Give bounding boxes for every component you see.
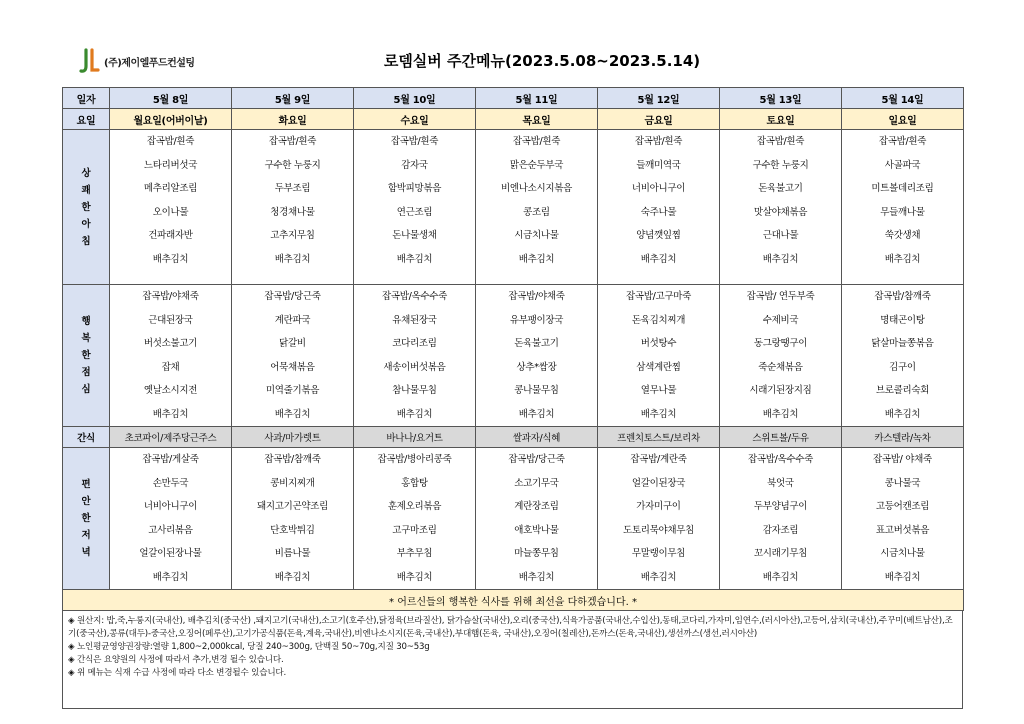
- menu-item: 죽순채볶음: [758, 361, 803, 373]
- menu-item: 도토리묵야채무침: [622, 524, 695, 536]
- menu-item: 잡곡밥/흰죽: [146, 136, 195, 147]
- day-header: 수요일: [354, 109, 476, 130]
- menu-item: 고사리볶음: [148, 524, 193, 536]
- menu-item: 돈육불고기: [514, 338, 559, 349]
- menu-item: 잡곡밥/옥수수죽: [381, 291, 448, 302]
- menu-item: 함박피망볶음: [387, 183, 442, 194]
- menu-item: 닭살마늘쫑볶음: [871, 338, 934, 349]
- menu-item: 명태곤이탕: [880, 314, 925, 326]
- menu-item: 배추김치: [396, 408, 433, 420]
- menu-item: 콩나물무침: [514, 385, 559, 396]
- menu-item: 홍합탕: [401, 477, 428, 489]
- meal-label-char: 행: [81, 316, 91, 327]
- menu-item: 계란장조림: [514, 501, 559, 512]
- date-header: 5월 11일: [476, 88, 598, 109]
- menu-item: 참나물무침: [392, 385, 437, 396]
- menu-item: 두부양념구이: [753, 501, 808, 512]
- menu-item: 배추김치: [396, 571, 433, 583]
- menu-item: 너비아니구이: [631, 183, 686, 194]
- day-header: 목요일: [476, 109, 598, 130]
- menu-item: 꼬시래기무침: [753, 548, 808, 559]
- day-header: 토요일: [720, 109, 842, 130]
- lunch-day-cell: [720, 285, 842, 427]
- menu-item: 배추김치: [884, 253, 921, 265]
- menu-item: 사골파국: [884, 159, 921, 171]
- snack-label: 간식: [63, 427, 110, 448]
- menu-item: 감자조림: [762, 524, 799, 536]
- menu-item: 잡곡밥/당근죽: [508, 454, 565, 465]
- menu-item: 무들깨나물: [880, 206, 925, 218]
- menu-item: 감자국: [401, 159, 428, 171]
- day-row: [63, 109, 964, 130]
- menu-item: 시래기된장지짐: [749, 385, 812, 396]
- menu-item: 마늘쫑무침: [514, 548, 559, 559]
- menu-item: 훈제오리볶음: [387, 501, 442, 512]
- menu-item: 배추김치: [396, 253, 433, 265]
- menu-item: 근대된장국: [148, 314, 193, 326]
- breakfast-day-cell: [354, 130, 476, 285]
- menu-item: 잡곡밥/흰죽: [390, 136, 439, 147]
- menu-item: 구수한 누룽지: [752, 159, 809, 171]
- menu-item: 잡곡밥/흰죽: [512, 136, 561, 147]
- snack-item: 초코파이/제주당근주스: [110, 427, 232, 448]
- menu-item: 돈육불고기: [758, 183, 803, 194]
- menu-item: 닭갈비: [279, 338, 306, 349]
- menu-item: 표고버섯볶음: [875, 524, 930, 536]
- date-header: 5월 8일: [110, 88, 232, 109]
- footer-notes: [62, 611, 963, 709]
- meal-label-char: 점: [81, 367, 91, 378]
- menu-item: 배추김치: [274, 408, 311, 420]
- date-header: 5월 12일: [598, 88, 720, 109]
- lunch-day-cell: [232, 285, 354, 427]
- menu-item: 숙주나물: [640, 206, 677, 218]
- menu-item: 코다리조림: [392, 338, 437, 349]
- lunch-day-cell: [354, 285, 476, 427]
- menu-item: 돼지고기곤약조림: [256, 501, 329, 512]
- menu-item: 연근조림: [396, 206, 433, 218]
- menu-item: 옛날소시지전: [143, 385, 198, 396]
- menu-item: 배추김치: [274, 253, 311, 265]
- menu-item: 돈육김치찌개: [631, 314, 686, 326]
- menu-item: 건파래자반: [148, 230, 193, 241]
- menu-item: 잡곡밥/흰죽: [634, 136, 683, 147]
- breakfast-row: [63, 130, 964, 285]
- menu-item: 근대나물: [762, 230, 799, 241]
- breakfast-day-cell: [598, 130, 720, 285]
- breakfast-label: [63, 130, 110, 285]
- menu-item: 수제비국: [762, 314, 799, 326]
- date-header: 5월 10일: [354, 88, 476, 109]
- breakfast-day-cell: [232, 130, 354, 285]
- meal-label-char: 한: [81, 513, 91, 524]
- menu-item: 애호박나물: [514, 524, 559, 536]
- menu-item: 오이나물: [152, 206, 189, 218]
- menu-item: 고추지무침: [270, 230, 315, 241]
- menu-item: 시금치나물: [880, 548, 925, 559]
- menu-item: 무말랭이무침: [631, 548, 686, 559]
- lunch-day-cell: [110, 285, 232, 427]
- menu-item: 손만두국: [152, 477, 189, 489]
- menu-item: 배추김치: [884, 571, 921, 583]
- lunch-label: [63, 285, 110, 427]
- meal-label-char: 저: [81, 530, 91, 541]
- menu-item: 동그랑땡구이: [753, 338, 808, 349]
- weekly-menu-table: [62, 87, 964, 611]
- menu-item: 쑥갓생채: [884, 230, 921, 241]
- menu-item: 콩나물국: [884, 477, 921, 489]
- menu-item: 맑은순두부국: [509, 159, 564, 171]
- meal-label-char: 아: [81, 218, 91, 230]
- breakfast-day-cell: [720, 130, 842, 285]
- lunch-row: [63, 285, 964, 427]
- menu-item: 구수한 누룽지: [264, 159, 321, 171]
- menu-item: 열무나물: [640, 385, 677, 396]
- menu-item: 유부팽이장국: [509, 314, 564, 326]
- meal-label-char: 상: [81, 167, 91, 179]
- menu-item: 버섯탕수: [640, 338, 677, 349]
- menu-item: 배추김치: [152, 253, 189, 265]
- menu-item: 콩비지찌개: [270, 477, 315, 489]
- menu-item: 배추김치: [518, 408, 555, 420]
- footer-line: ◈ 위 메뉴는 식재 수급 사정에 따라 다소 변경될수 있습니다.: [68, 668, 287, 678]
- menu-item: 가자미구이: [636, 501, 681, 512]
- snack-item: 스위트볼/두유: [720, 427, 842, 448]
- meal-label-char: 안: [81, 496, 91, 507]
- menu-item: 배추김치: [762, 253, 799, 265]
- menu-item: 미역줄기볶음: [265, 385, 320, 396]
- dinner-day-cell: [842, 448, 964, 590]
- menu-item: 너비아니구이: [143, 501, 198, 512]
- note-text: * 어르신들의 행복한 식사를 위해 최선을 다하겠습니다. *: [63, 590, 964, 611]
- meal-label-char: 쾌: [81, 184, 91, 196]
- page-title: 로뎀실버 주간메뉴(2023.5.08~2023.5.14): [383, 52, 701, 70]
- day-label: 요일: [63, 109, 110, 130]
- date-row: [63, 88, 964, 109]
- meal-label-char: 한: [81, 201, 91, 213]
- menu-item: 시금치나물: [514, 230, 559, 241]
- meal-label-char: 복: [81, 333, 91, 344]
- menu-item: 북엇국: [767, 477, 794, 489]
- dinner-day-cell: [354, 448, 476, 590]
- day-header: 금요일: [598, 109, 720, 130]
- date-header: 5월 14일: [842, 88, 964, 109]
- menu-item: 배추김치: [884, 408, 921, 420]
- menu-item: 고구마조림: [392, 524, 437, 536]
- menu-item: 새송이버섯볶음: [383, 361, 446, 373]
- dinner-day-cell: [110, 448, 232, 590]
- menu-item: 상추*쌈장: [516, 361, 557, 373]
- date-label: 일자: [63, 88, 110, 109]
- menu-item: 배추김치: [640, 253, 677, 265]
- menu-item: 배추김치: [152, 408, 189, 420]
- day-header: 월요일(어버이날): [110, 109, 232, 130]
- menu-item: 돈나물생채: [392, 230, 437, 241]
- meal-label-char: 편: [81, 479, 91, 490]
- menu-item: 고등어캔조림: [875, 501, 930, 512]
- meal-label-char: 심: [81, 384, 91, 395]
- menu-item: 들깨미역국: [636, 159, 681, 171]
- menu-item: 잡곡밥/야채죽: [508, 291, 565, 302]
- menu-item: 소고기무국: [514, 477, 559, 489]
- breakfast-day-cell: [842, 130, 964, 285]
- menu-item: 잡곡밥/참깨죽: [874, 291, 931, 302]
- menu-item: 잡곡밥/당근죽: [264, 291, 321, 302]
- menu-item: 배추김치: [640, 571, 677, 583]
- menu-item: 메추리알조림: [143, 183, 198, 194]
- snack-item: 프렌치토스트/보리차: [598, 427, 720, 448]
- menu-item: 김구이: [889, 361, 916, 373]
- date-header: 5월 13일: [720, 88, 842, 109]
- menu-item: 브로콜리숙회: [875, 385, 930, 396]
- menu-item: 잡곡밥/ 야채죽: [873, 454, 932, 465]
- menu-item: 청경채나물: [270, 206, 315, 218]
- menu-item: 버섯소불고기: [143, 338, 198, 349]
- note-row: [63, 590, 964, 611]
- menu-item: 느타리버섯국: [143, 159, 198, 171]
- breakfast-day-cell: [110, 130, 232, 285]
- snack-row: [63, 427, 964, 448]
- snack-item: 쌀과자/식혜: [476, 427, 598, 448]
- snack-item: 사과/마가렛트: [232, 427, 354, 448]
- menu-item: 부추무침: [396, 548, 433, 559]
- lunch-day-cell: [598, 285, 720, 427]
- menu-item: 비름나물: [274, 548, 311, 559]
- snack-item: 바나나/요거트: [354, 427, 476, 448]
- menu-item: 잡곡밥/흰죽: [756, 136, 805, 147]
- dinner-label: [63, 448, 110, 590]
- menu-item: 콩조림: [523, 206, 550, 218]
- dinner-row: [63, 448, 964, 590]
- footer-line: ◈ 노인평균영양권장량:열량 1,800~2,000kcal, 당질 240~300g, 단백질 50~70g,지질 30~53g: [68, 642, 430, 652]
- menu-item: 잡곡밥/야채죽: [142, 291, 199, 302]
- footer-line: ◈ 간식은 요양원의 사정에 따라서 추가,변경 될수 있습니다.: [68, 655, 284, 665]
- meal-label-char: 침: [81, 235, 91, 247]
- menu-item: 잡곡밥/흰죽: [268, 136, 317, 147]
- menu-item: 계란파국: [274, 314, 311, 326]
- menu-item: 어묵채볶음: [270, 361, 315, 373]
- menu-item: 단호박튀김: [270, 524, 315, 536]
- menu-item: 얼갈이된장나물: [139, 548, 202, 559]
- menu-item: 양념깻잎찜: [636, 230, 681, 241]
- day-header: 일요일: [842, 109, 964, 130]
- footer-line: ◈ 원산지: 밥,죽,누룽지(국내산), 배추김치(중국산) ,돼지고기(국내산),소고기(호주산),닭정육(브라질산), 닭가슴살(국내산),오리(중국산),식육가공품(국내산,수입산),동태,코다리,가자미,임연수,(러시아산),고등어,삼치(국내산),주꾸미(베트남산),조기(중국산),콩류(대두)-중국산,오징어(페루산),고기가공식품(돈육,계육,국내산),비엔나소시지(돈육,국내산),부대햄(돈육, 국내산),오징어(칠레산),돈까스(돈육,국내산),생선까스(생선,러시아산): [68, 616, 953, 639]
- menu-item: 삼색계란찜: [636, 361, 681, 373]
- menu-item: 배추김치: [762, 571, 799, 583]
- day-header: 화요일: [232, 109, 354, 130]
- logo-text: (주)제이엘푸드컨설팅: [104, 57, 195, 69]
- menu-item: 잡곡밥/ 연두부죽: [746, 291, 815, 302]
- lunch-day-cell: [842, 285, 964, 427]
- dinner-day-cell: [232, 448, 354, 590]
- menu-item: 잡곡밥/옥수수죽: [747, 454, 814, 465]
- menu-item: 잡곡밥/참깨죽: [264, 454, 321, 465]
- menu-item: 잡곡밥/계란죽: [630, 454, 687, 465]
- menu-item: 미트볼데리조림: [871, 183, 934, 194]
- dinner-day-cell: [598, 448, 720, 590]
- menu-item: 유채된장국: [392, 314, 437, 326]
- meal-label-char: 한: [81, 350, 91, 361]
- menu-item: 배추김치: [518, 571, 555, 583]
- dinner-day-cell: [720, 448, 842, 590]
- menu-item: 배추김치: [274, 571, 311, 583]
- menu-item: 잡곡밥/게살죽: [142, 454, 199, 465]
- menu-item: 배추김치: [762, 408, 799, 420]
- dinner-day-cell: [476, 448, 598, 590]
- meal-label-char: 녁: [81, 547, 91, 558]
- menu-item: 잡곡밥/병아리콩죽: [377, 454, 452, 465]
- menu-item: 잡곡밥/고구마죽: [625, 291, 692, 302]
- menu-item: 배추김치: [640, 408, 677, 420]
- menu-item: 두부조림: [274, 183, 311, 194]
- date-header: 5월 9일: [232, 88, 354, 109]
- snack-item: 카스텔라/녹차: [842, 427, 964, 448]
- menu-item: 얼갈이된장국: [631, 477, 686, 489]
- menu-item: 배추김치: [152, 571, 189, 583]
- menu-item: 잡채: [161, 361, 180, 373]
- menu-item: 맛살야채볶음: [753, 206, 808, 218]
- menu-item: 비엔나소시지볶음: [500, 183, 573, 194]
- menu-item: 배추김치: [518, 253, 555, 265]
- menu-item: 잡곡밥/흰죽: [878, 136, 927, 147]
- lunch-day-cell: [476, 285, 598, 427]
- breakfast-day-cell: [476, 130, 598, 285]
